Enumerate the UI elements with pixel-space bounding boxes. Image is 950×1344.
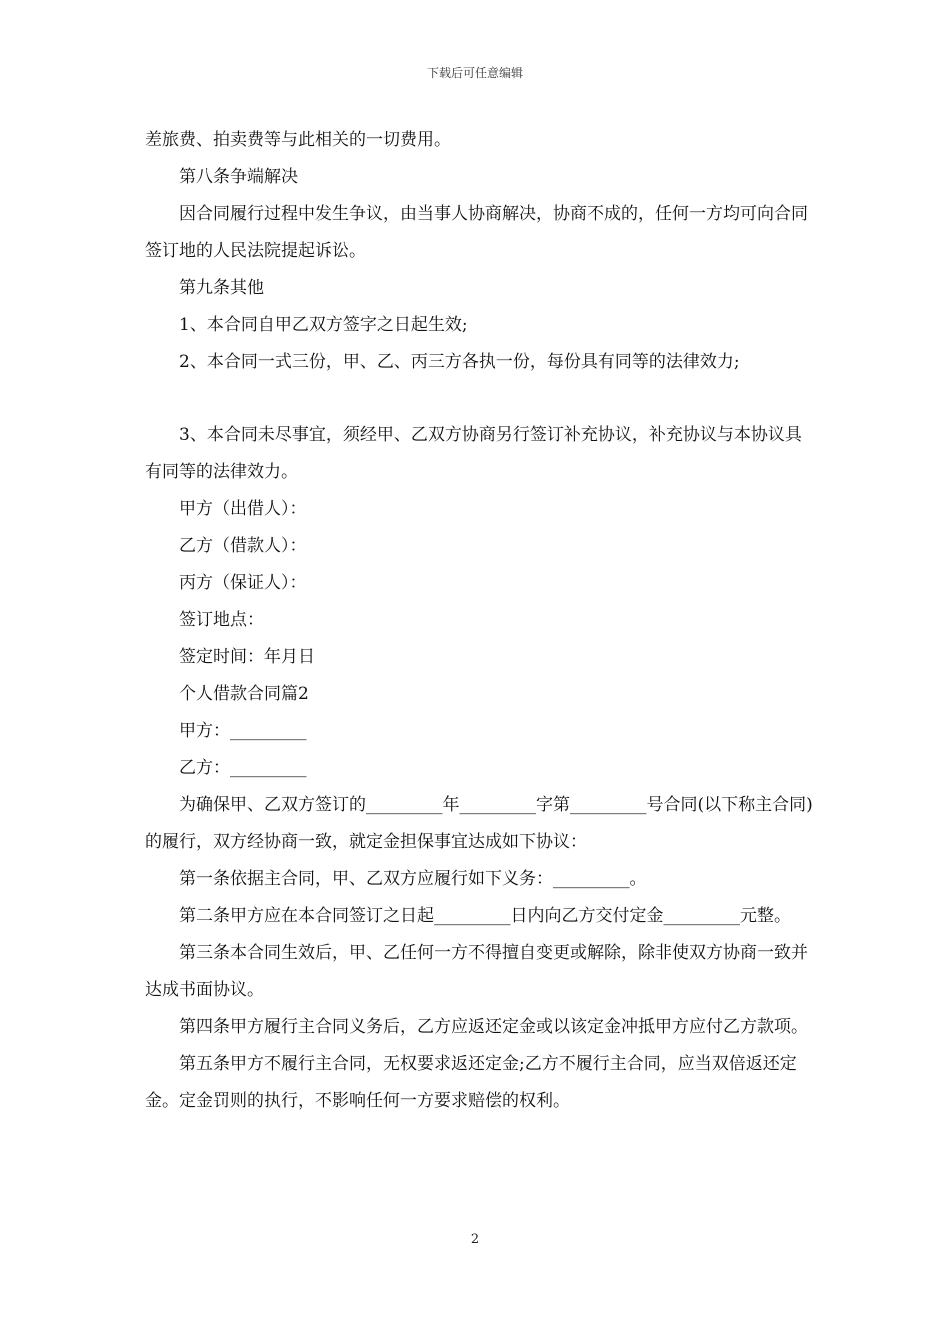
page-header: 下载后可任意编辑 [426, 66, 523, 80]
article-4: 第四条甲方履行主合同义务后，乙方应返还定金或以该定金冲抵甲方应付乙方款项。 [179, 1017, 808, 1037]
paragraph-purpose: 为确保甲、乙双方签订的_________年_________字第_________号合同(以下称主合同)的履行，双方经协商一致，就定金担保事宜达成如下协议： [145, 795, 813, 852]
signing-date: 签定时间：年月日 [179, 647, 315, 667]
party-a-line: 甲方：_________ [179, 721, 307, 741]
party-a-lender: 甲方（出借人）： [179, 499, 307, 519]
article-1: 第一条依据主合同，甲、乙双方应履行如下义务：_________。 [179, 869, 647, 889]
section-title-contract-2: 个人借款合同篇2 [179, 684, 309, 704]
signing-place: 签订地点： [179, 610, 264, 630]
clause-3: 3、本合同未尽事宜，须经甲、乙双方协商另行签订补充协议，补充协议与本协议具有同等的法律效力。 [145, 425, 802, 482]
clause-1: 1、本合同自甲乙双方签字之日起生效; [179, 315, 468, 335]
spacer [145, 381, 813, 417]
article-5: 第五条甲方不履行主合同，无权要求返还定金;乙方不履行主合同，应当双倍返还定金。定金罚则的执行，不影响任何一方要求赔偿的权利。 [145, 1054, 797, 1111]
document-body [145, 122, 813, 1120]
paragraph-travel-expenses: 差旅费、拍卖费等与此相关的一切费用。 [145, 130, 451, 150]
page-number: 2 [470, 1232, 480, 1247]
heading-article-9: 第九条其他 [179, 278, 264, 298]
party-c-guarantor: 丙方（保证人）： [179, 573, 307, 593]
clause-2: 2、本合同一式三份，甲、乙、丙三方各执一份，每份具有同等的法律效力; [179, 352, 740, 372]
article-3: 第三条本合同生效后，甲、乙任何一方不得擅自变更或解除，除非使双方协商一致并达成书面协议。 [145, 943, 808, 1000]
article-2: 第二条甲方应在本合同签订之日起_________日内向乙方交付定金_________元整。 [179, 906, 791, 926]
party-b-borrower: 乙方（借款人）： [179, 536, 307, 556]
paragraph-dispute: 因合同履行过程中发生争议，由当事人协商解决，协商不成的，任何一方均可向合同签订地的人民法院提起诉讼。 [145, 204, 808, 261]
heading-article-8: 第八条争端解决 [179, 167, 298, 187]
party-b-line: 乙方：_________ [179, 758, 307, 778]
